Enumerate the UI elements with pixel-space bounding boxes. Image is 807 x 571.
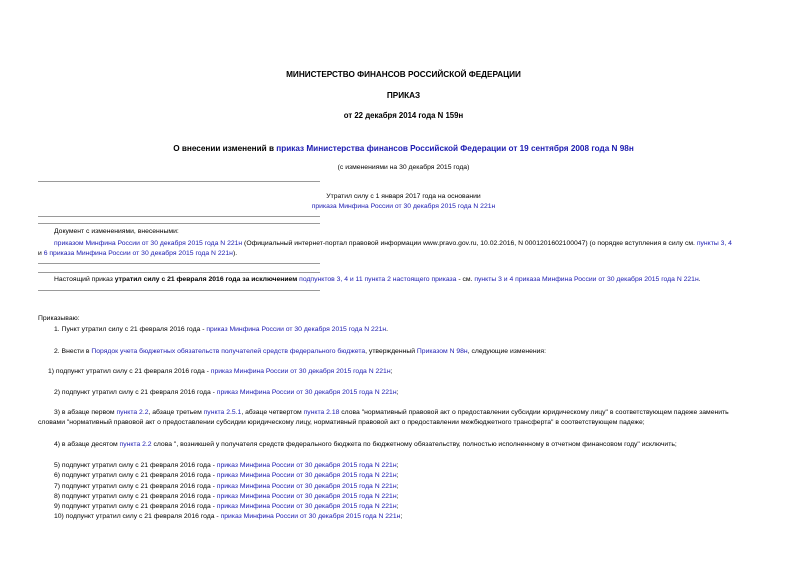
title-order-link[interactable]: приказ Министерства финансов Российской Федерации от 19 сентября 2008 года N 98н — [276, 144, 634, 153]
changes-line-2 — [38, 250, 237, 258]
point-2-mid: , утвержденный — [365, 348, 417, 355]
changes-text-2: и — [38, 250, 44, 257]
validity-text-2: - см. — [456, 276, 475, 283]
divider — [38, 272, 320, 273]
list-item: 8) подпункт утратил силу с 21 февраля 2016 года - приказ Минфина России от 30 декабря 2015 года N 221н; — [54, 492, 399, 500]
subpoint-4 — [54, 441, 677, 449]
list-item: 9) подпункт утратил силу с 21 февраля 2016 года - приказ Минфина России от 30 декабря 2015 года N 221н; — [54, 503, 399, 511]
validity-text-3: . — [698, 276, 701, 283]
changes-label: Документ с изменениями, внесенными: — [54, 228, 179, 235]
doc-type-heading: ПРИКАЗ — [386, 91, 421, 100]
point-1-text: 1. Пункт утратил силу с 21 февраля 2016 года - — [54, 326, 207, 333]
changes-text-3: ). — [232, 250, 238, 257]
subpoint-2-text: 2) подпункт утратил силу с 21 февраля 2016 года - — [54, 389, 217, 396]
list-item-link[interactable]: приказ Минфина России от 30 декабря 2015 года N 221н — [220, 513, 401, 521]
point-2-5-1-link[interactable]: пункта 2.5.1 — [203, 409, 242, 416]
changes-points-link[interactable]: пункты 3, 4 — [696, 240, 732, 247]
subpoint-4-text-b: слова ", возникшей у получателя средств федерального бюджета по бюджетному обязательству, полностью исполненному в отчетном финансовом году" исключить; — [151, 441, 677, 448]
subpoint-1-link[interactable]: приказ Минфина России от 30 декабря 2015 года N 221н — [210, 368, 391, 375]
subpoint-4-text-a: 4) в абзаце десятом — [54, 441, 120, 448]
expired-note-link[interactable]: приказа Минфина России от 30 декабря 2015 года N 221н — [311, 203, 496, 210]
list-item-link[interactable]: приказ Минфина России от 30 декабря 2015 года N 221н — [216, 482, 397, 490]
list-item: 5) подпункт утратил силу с 21 февраля 2016 года - приказ Минфина России от 30 декабря 2015 года N 221н; — [54, 462, 399, 469]
validity-text: Настоящий приказ — [54, 276, 115, 283]
subpoint-3-text-d: слова "нормативный правовой акт о предоставлении субсидии юридическому лицу" в соответствующем падеже заменить — [339, 409, 729, 416]
validity-subpoints-link[interactable]: подпунктов 3, 4 и 11 пункта 2 настоящего приказа — [299, 276, 457, 283]
subpoint-list — [54, 461, 402, 523]
divider — [38, 290, 320, 291]
order-word: Приказываю: — [38, 315, 80, 322]
subpoint-2 — [54, 389, 398, 397]
validity-bold: утратил силу с 21 февраля 2016 года за исключением — [114, 276, 300, 283]
subpoint-3-text-a: 3) в абзаце первом — [54, 409, 117, 416]
revision-subtitle: (с изменениями на 30 декабря 2015 года) — [337, 164, 470, 171]
subpoint-1-end: ; — [390, 368, 393, 375]
subpoint-3-text-c: , абзаце четвертом — [241, 409, 304, 416]
validity-order-link[interactable]: пункты 3 и 4 приказа Минфина России от 30 декабря 2015 года N 221н — [474, 276, 699, 283]
procedure-link[interactable]: Порядок учета бюджетных обязательств получателей средств федерального бюджета — [91, 348, 366, 355]
title-prefix: О внесении изменений в — [173, 144, 277, 153]
point-2-2-link[interactable]: пункта 2.2 — [116, 409, 149, 416]
subpoint-2-end: ; — [396, 389, 399, 396]
point-1 — [54, 326, 388, 334]
list-item-link[interactable]: приказ Минфина России от 30 декабря 2015 года N 221н — [216, 462, 397, 469]
subpoint-3-text-b: , абзаце третьем — [148, 409, 204, 416]
subpoint-3-line-2: словами "нормативный правовой акт о предоставлении субсидии юридическому лицу, нормативный правовой акт о предоставлении межбюджетного трансферта" в соответствующем падеже; — [38, 419, 645, 426]
point-2-text: 2. Внести в — [54, 348, 92, 355]
ministry-heading: МИНИСТЕРСТВО ФИНАНСОВ РОССИЙСКОЙ ФЕДЕРАЦИИ — [286, 70, 521, 79]
order-98n-link[interactable]: Приказом N 98н — [416, 348, 468, 355]
divider — [38, 263, 320, 264]
changes-order-link[interactable]: приказом Минфина России от 30 декабря 2015 года N 221н — [54, 240, 243, 247]
subpoint-1 — [48, 368, 392, 376]
date-number: от 22 декабря 2014 года N 159н — [343, 111, 464, 120]
list-item-link[interactable]: приказ Минфина России от 30 декабря 2015 года N 221н — [216, 472, 397, 480]
subpoint-1-text: 1) подпункт утратил силу с 21 февраля 2016 года - — [48, 368, 211, 375]
subpoint-4-link[interactable]: пункта 2.2 — [119, 441, 152, 448]
point-2-end: , следующие изменения: — [467, 348, 546, 355]
list-item-link[interactable]: приказ Минфина России от 30 декабря 2015 года N 221н — [216, 492, 397, 500]
subpoint-2-link[interactable]: приказ Минфина России от 30 декабря 2015 года N 221н — [216, 389, 397, 396]
changes-line-1 — [54, 240, 732, 248]
divider — [38, 181, 320, 182]
point-2 — [54, 348, 546, 356]
point-1-end: . — [386, 326, 389, 333]
list-item-link[interactable]: приказ Минфина России от 30 декабря 2015 года N 221н — [216, 503, 397, 511]
divider — [38, 216, 320, 217]
validity-note — [54, 276, 701, 284]
list-item: 10) подпункт утратил силу с 21 февраля 2016 года - приказ Минфина России от 30 декабря 2015 года N 221н; — [54, 513, 403, 521]
document-title — [0, 144, 807, 154]
point-2-18-link[interactable]: пункта 2.18 — [303, 409, 340, 416]
changes-text: (Официальный интернет-портал правовой информации www.pravo.gov.ru, 10.02.2016, N 0001201602100047) (о порядке вступления в силу см. — [242, 240, 697, 247]
point-1-link[interactable]: приказ Минфина России от 30 декабря 2015 года N 221н — [206, 326, 387, 333]
list-item: 6) подпункт утратил силу с 21 февраля 2016 года - приказ Минфина России от 30 декабря 2015 года N 221н; — [54, 472, 399, 480]
list-item: 7) подпункт утратил силу с 21 февраля 2016 года - приказ Минфина России от 30 декабря 2015 года N 221н; — [54, 482, 399, 490]
subpoint-3 — [54, 409, 729, 417]
divider — [38, 223, 320, 224]
expired-note-link-line — [0, 203, 807, 211]
changes-point6-link[interactable]: 6 приказа Минфина России от 30 декабря 2015 года N 221н — [43, 250, 233, 257]
expired-note-line: Утратил силу с 1 января 2017 года на основании — [326, 193, 481, 200]
